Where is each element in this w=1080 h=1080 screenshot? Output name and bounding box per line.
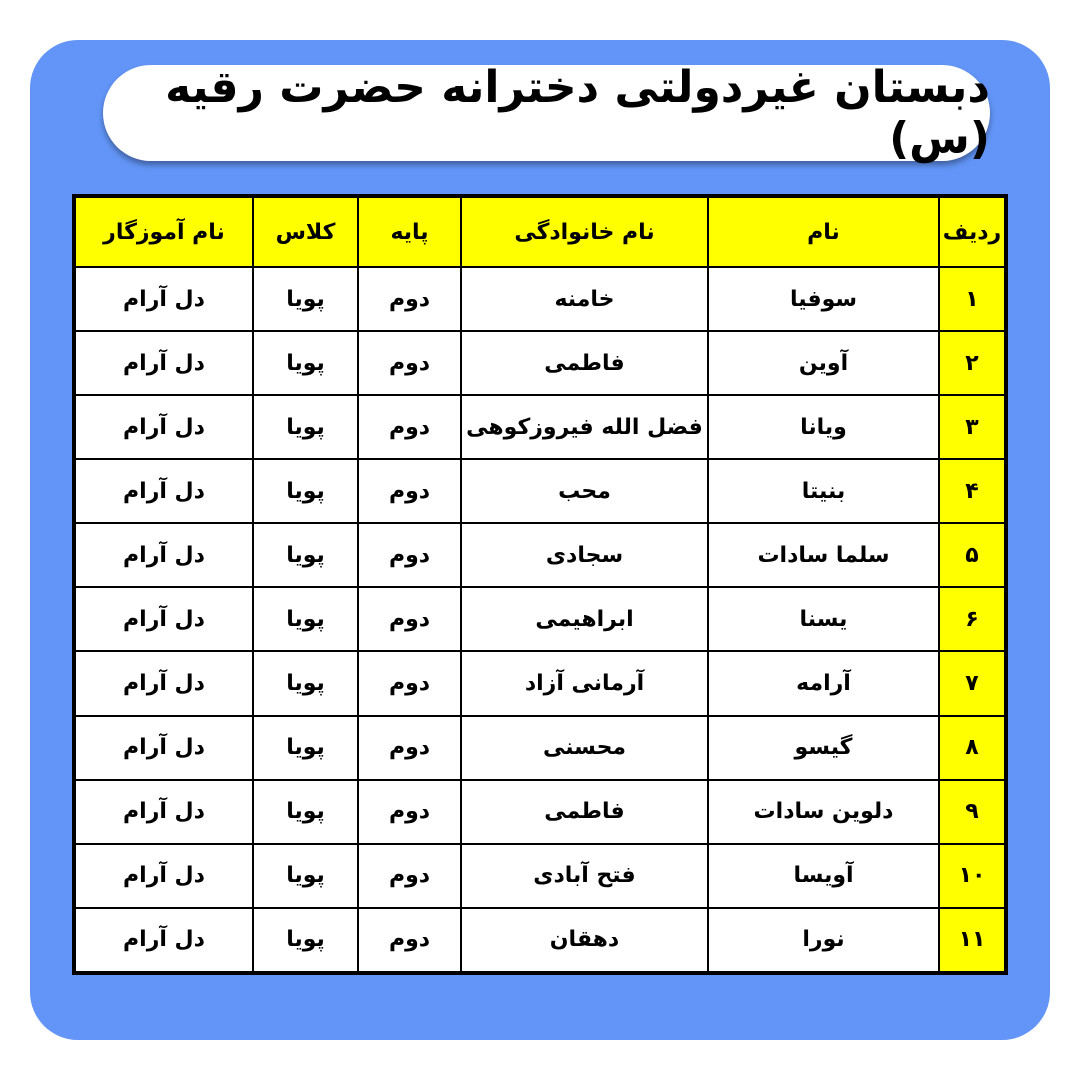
cell-col-grade: دوم: [358, 459, 461, 523]
table-row: [74, 395, 1006, 459]
table-row: [74, 716, 1006, 780]
table-row: [74, 780, 1006, 844]
table-row: [74, 908, 1006, 973]
cell-col-index: ۲: [939, 331, 1006, 395]
table-row: [74, 267, 1006, 331]
header-col-teacher: نام آموزگار: [74, 196, 253, 267]
cell-col-teacher: دل آرام: [74, 716, 253, 780]
cell-col-teacher: دل آرام: [74, 844, 253, 908]
cell-col-class: پویا: [253, 716, 358, 780]
cell-col-class: پویا: [253, 331, 358, 395]
header-col-last-name: نام خانوادگی: [461, 196, 708, 267]
cell-col-first-name: آرامه: [708, 651, 939, 715]
cell-col-grade: دوم: [358, 267, 461, 331]
cell-col-first-name: گیسو: [708, 716, 939, 780]
cell-col-index: ۷: [939, 651, 1006, 715]
header-col-index: ردیف: [939, 196, 1006, 267]
cell-col-first-name: نورا: [708, 908, 939, 973]
cell-col-class: پویا: [253, 587, 358, 651]
cell-col-teacher: دل آرام: [74, 395, 253, 459]
cell-col-class: پویا: [253, 908, 358, 973]
cell-col-teacher: دل آرام: [74, 459, 253, 523]
cell-col-class: پویا: [253, 651, 358, 715]
cell-col-index: ۹: [939, 780, 1006, 844]
cell-col-last-name: ابراهیمی: [461, 587, 708, 651]
cell-col-class: پویا: [253, 267, 358, 331]
student-table: [72, 194, 1008, 975]
cell-col-index: ۱: [939, 267, 1006, 331]
cell-col-first-name: سوفیا: [708, 267, 939, 331]
cell-col-index: ۴: [939, 459, 1006, 523]
table-row: [74, 587, 1006, 651]
cell-col-teacher: دل آرام: [74, 908, 253, 973]
cell-col-grade: دوم: [358, 651, 461, 715]
cell-col-class: پویا: [253, 459, 358, 523]
cell-col-last-name: خامنه: [461, 267, 708, 331]
cell-col-teacher: دل آرام: [74, 523, 253, 587]
header-col-grade: پایه: [358, 196, 461, 267]
header-col-class: کلاس: [253, 196, 358, 267]
table-row: [74, 651, 1006, 715]
cell-col-first-name: یسنا: [708, 587, 939, 651]
cell-col-index: ۳: [939, 395, 1006, 459]
cell-col-teacher: دل آرام: [74, 651, 253, 715]
cell-col-last-name: محب: [461, 459, 708, 523]
cell-col-class: پویا: [253, 523, 358, 587]
cell-col-last-name: سجادی: [461, 523, 708, 587]
table-row: [74, 844, 1006, 908]
cell-col-teacher: دل آرام: [74, 331, 253, 395]
cell-col-last-name: دهقان: [461, 908, 708, 973]
cell-col-first-name: آوین: [708, 331, 939, 395]
cell-col-first-name: بنیتا: [708, 459, 939, 523]
cell-col-class: پویا: [253, 395, 358, 459]
cell-col-first-name: ویانا: [708, 395, 939, 459]
cell-col-grade: دوم: [358, 395, 461, 459]
cell-col-index: ۸: [939, 716, 1006, 780]
cell-col-grade: دوم: [358, 587, 461, 651]
table-row: [74, 523, 1006, 587]
cell-col-grade: دوم: [358, 780, 461, 844]
cell-col-index: ۶: [939, 587, 1006, 651]
title-banner: [103, 62, 990, 164]
cell-col-index: ۱۱: [939, 908, 1006, 973]
cell-col-last-name: فاطمی: [461, 331, 708, 395]
cell-col-first-name: سلما سادات: [708, 523, 939, 587]
cell-col-teacher: دل آرام: [74, 587, 253, 651]
cell-col-last-name: فضل الله فیروزکوهی: [461, 395, 708, 459]
cell-col-index: ۱۰: [939, 844, 1006, 908]
page-title: دبستان غیردولتی دخترانه حضرت رقیه (س): [165, 62, 990, 164]
cell-col-last-name: آرمانی آزاد: [461, 651, 708, 715]
cell-col-last-name: محسنی: [461, 716, 708, 780]
cell-col-grade: دوم: [358, 908, 461, 973]
cell-col-last-name: فتح آبادی: [461, 844, 708, 908]
cell-col-grade: دوم: [358, 716, 461, 780]
header-row: [74, 196, 1006, 267]
table-row: [74, 459, 1006, 523]
cell-col-first-name: آویسا: [708, 844, 939, 908]
cell-col-teacher: دل آرام: [74, 267, 253, 331]
cell-col-last-name: فاطمی: [461, 780, 708, 844]
cell-col-class: پویا: [253, 844, 358, 908]
cell-col-grade: دوم: [358, 523, 461, 587]
cell-col-class: پویا: [253, 780, 358, 844]
header-col-first-name: نام: [708, 196, 939, 267]
cell-col-grade: دوم: [358, 844, 461, 908]
cell-col-index: ۵: [939, 523, 1006, 587]
table-row: [74, 331, 1006, 395]
cell-col-grade: دوم: [358, 331, 461, 395]
cell-col-first-name: دلوین سادات: [708, 780, 939, 844]
cell-col-teacher: دل آرام: [74, 780, 253, 844]
